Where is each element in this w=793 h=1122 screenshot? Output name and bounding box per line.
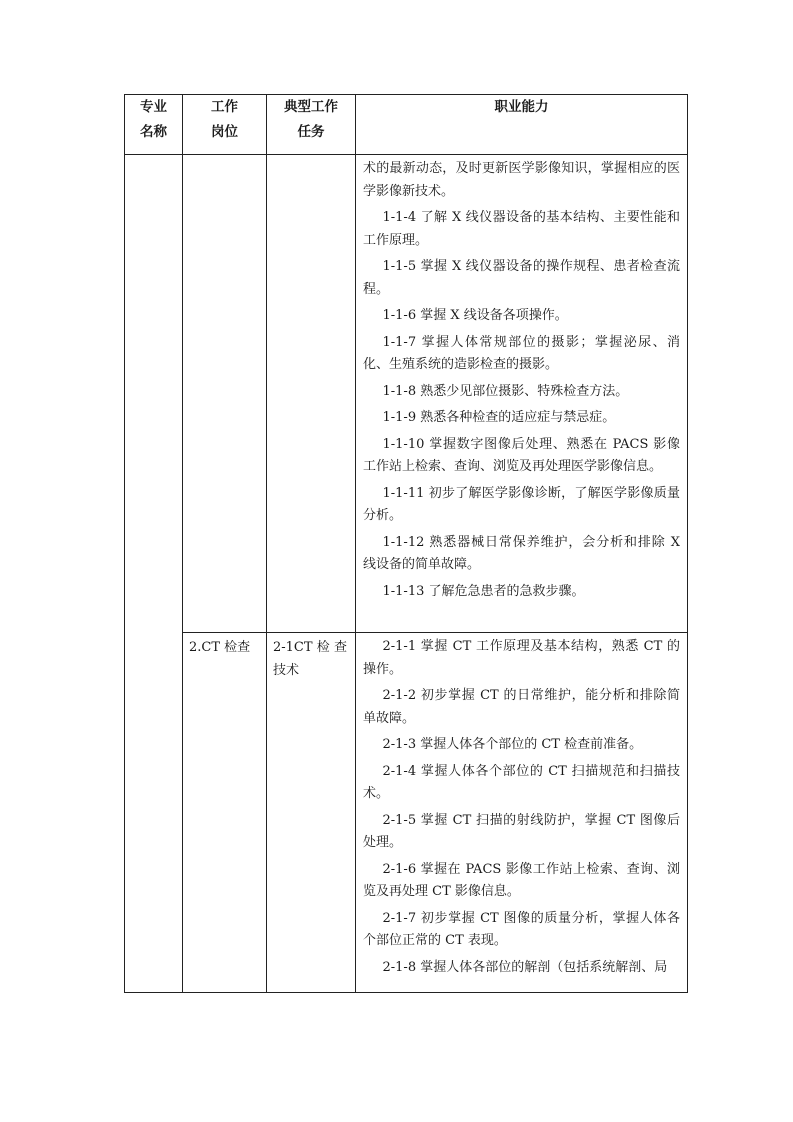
competency-item: 1-1-4 了解 X 线仪器设备的基本结构、主要性能和工作原理。 (363, 210, 680, 248)
competency-item: 2-1-5 掌握 CT 扫描的射线防护，掌握 CT 图像后处理。 (363, 812, 680, 850)
competency-table (124, 94, 688, 993)
major-cell (125, 155, 183, 993)
competency-item: 1-1-10 掌握数字图像后处理、熟悉在 PACS 影像工作站上检索、查询、浏览及再处理医学影像信息。 (363, 436, 680, 474)
competency-item: 1-1-7 掌握人体常规部位的摄影；掌握泌尿、消化、生殖系统的造影检查的摄影。 (363, 334, 680, 372)
competency-item: 2-1-3 掌握人体各个部位的 CT 检查前准备。 (382, 737, 643, 752)
header-task-line2: 任务 (297, 124, 325, 140)
post-cell-xray (183, 155, 267, 633)
task-cell-ct (267, 633, 356, 993)
header-post-line1: 工作 (211, 99, 238, 115)
header-task-line1: 典型工作 (284, 99, 338, 115)
header-major-line2: 名称 (140, 124, 167, 140)
competency-item: 2-1-8 掌握人体各部位的解剖（包括系统解剖、局 (382, 959, 668, 975)
competency-cell-ct (356, 633, 688, 993)
header-post (183, 95, 267, 155)
header-competency-label: 职业能力 (494, 99, 549, 115)
post-text-ct: 2.CT 检查 (189, 640, 251, 655)
table-header-row (125, 95, 688, 155)
task-text-ct (267, 633, 355, 682)
task-ct-word2: 查 (333, 640, 347, 655)
competency-item: 2-1-6 掌握在 PACS 影像工作站上检索、查询、浏览及再处理 CT 影像信息。 (363, 861, 680, 899)
table-row-ct (125, 633, 688, 993)
task-cell-xray (267, 155, 356, 633)
header-major-line1: 专业 (140, 99, 167, 115)
competency-item: 1-1-13 了解危急患者的急救步骤。 (382, 583, 585, 599)
competency-item: 2-1-7 初步掌握 CT 图像的质量分析，掌握人体各个部位正常的 CT 表现。 (363, 910, 680, 948)
competency-item: 1-1-12 熟悉器械日常保养维护，会分析和排除 X 线设备的简单故障。 (363, 534, 680, 572)
competency-item: 1-1-6 掌握 X 线设备各项操作。 (382, 308, 568, 323)
header-task (267, 95, 356, 155)
competency-item: 2-1-2 初步掌握 CT 的日常维护，能分析和排除简单故障。 (363, 688, 680, 726)
competency-item: 1-1-11 初步了解医学影像诊断，了解医学影像质量分析。 (363, 485, 680, 523)
task-ct-line2: 技术 (273, 662, 300, 678)
header-post-line2: 岗位 (211, 124, 238, 140)
task-text-xray (267, 155, 355, 159)
header-competency (356, 95, 688, 155)
competency-item: 1-1-8 熟悉少见部位摄影、特殊检查方法。 (382, 383, 629, 399)
task-ct-word1: 检 (316, 640, 330, 655)
competency-cell-xray (356, 155, 688, 633)
header-major (125, 95, 183, 155)
post-text-xray (183, 155, 266, 159)
competency-item: 2-1-4 掌握人体各个部位的 CT 扫描规范和扫描技术。 (363, 763, 680, 801)
competency-item: 1-1-9 熟悉各种检查的适应症与禁忌症。 (382, 410, 616, 425)
post-cell-ct (183, 633, 267, 993)
table-row-xray (125, 155, 688, 633)
competency-item: 2-1-1 掌握 CT 工作原理及基本结构，熟悉 CT 的操作。 (363, 639, 680, 677)
competency-continuation: 术的最新动态，及时更新医学影像知识，掌握相应的医学影像新技术。 (363, 161, 680, 199)
task-ct-code: 2-1CT (273, 640, 313, 655)
competency-item: 1-1-5 掌握 X 线仪器设备的操作规程、患者检查流程。 (363, 259, 680, 297)
